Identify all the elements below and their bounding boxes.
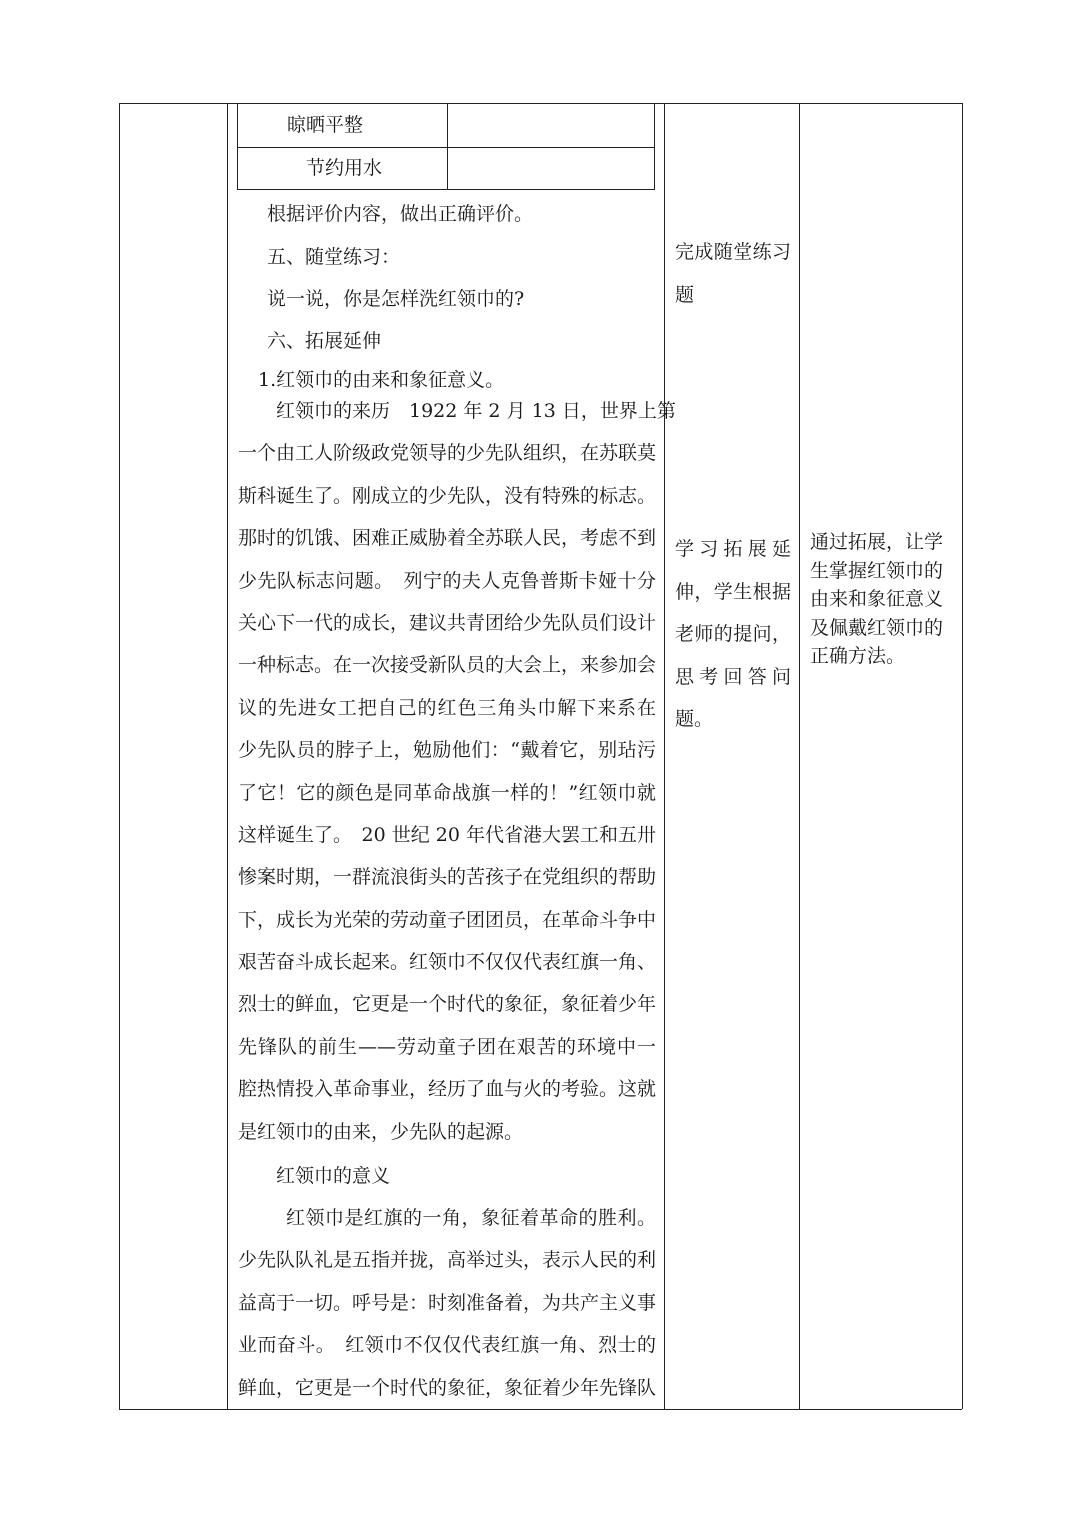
intent-line: 由来和象征意义 [810, 588, 944, 610]
evaluation-note: 根据评价内容，做出正确评价。 [267, 203, 534, 225]
student-activity-extension [675, 528, 791, 741]
paragraph-line: 一种标志。在一次接受新队员的大会上，来参加会 [238, 654, 657, 677]
table-divider-col1 [227, 103, 228, 1409]
paragraph-line: 这样诞生了。 20 世纪 20 年代省港大罢工和五卅 [238, 823, 656, 846]
activity-line: 完成随堂练习 [675, 241, 791, 263]
paragraph-line: 了它！它的颜色是同革命战旗一样的！”红领巾就 [238, 781, 656, 804]
section5-question: 说一说，你是怎样洗红领巾的? [267, 288, 525, 310]
intent-line: 生掌握红领巾的 [810, 559, 944, 582]
evaluation-table-divider [447, 104, 448, 190]
origin-paragraph [238, 390, 676, 1153]
paragraph-line: 烈士的鲜血，它更是一个时代的象征，象征着少年 [238, 993, 657, 1016]
paragraph-line: 益高于一切。呼号是：时刻准备着，为共产主义事 [238, 1291, 657, 1314]
evaluation-row [238, 147, 654, 190]
activity-line: 伸，学生根据 [675, 580, 791, 603]
intent-line: 及佩戴红领巾的 [810, 616, 944, 639]
paragraph-line: 艰苦奋斗成长起来。红领巾不仅仅代表红旗一角、 [238, 951, 657, 974]
activity-line: 学习拓展延 [675, 538, 791, 560]
paragraph-line: 先锋队的前生——劳动童子团在艰苦的环境中一 [238, 1035, 656, 1058]
paragraph-line: 关心下一代的成长，建议共青团给少先队员们设计 [238, 611, 657, 634]
paragraph-line: 是红领巾的由来，少先队的起源。 [238, 1120, 524, 1143]
item1-title: 1.红领巾的由来和象征意义。 [258, 369, 505, 391]
paragraph-line: 腔热情投入革命事业，经历了血与火的考验。这就 [238, 1078, 657, 1101]
table-divider-col3 [799, 103, 800, 1409]
paragraph-line: 下，成长为光荣的劳动童子团团员，在革命斗争中 [238, 908, 657, 931]
meaning-paragraph [238, 1197, 656, 1409]
table-border-right [962, 103, 963, 1409]
paragraph-line: 那时的饥饿、困难正威胁着全苏联人民，考虑不到 [238, 527, 657, 550]
paragraph-line: 少先队队礼是五指并拢，高举过头，表示人民的利 [238, 1249, 657, 1272]
paragraph-line: 业而奋斗。 红领巾不仅仅代表红旗一角、烈士的 [238, 1334, 656, 1357]
paragraph-line: 少先队标志问题。 列宁的夫人克鲁普斯卡娅十分 [238, 569, 656, 592]
intent-line: 通过拓展，让学 [810, 531, 944, 553]
student-activity-practice [675, 231, 791, 316]
meaning-title: 红领巾的意义 [276, 1165, 391, 1187]
paragraph-line: 红领巾是红旗的一角，象征着革命的胜利。 [286, 1207, 656, 1229]
paragraph-line: 议的先进女工把自己的红色三角头巾解下来系在 [238, 696, 656, 719]
table-border-left [119, 103, 120, 1409]
activity-line: 题。 [675, 708, 714, 730]
activity-line: 思考回答问 [675, 665, 791, 688]
activity-line: 老师的提问， [675, 623, 791, 645]
evaluation-table [237, 104, 655, 190]
table-bottom-border [119, 1409, 962, 1410]
activity-line: 题 [675, 283, 695, 306]
paragraph-line: 惨案时期，一群流浪街头的苦孩子在党组织的帮助 [238, 866, 657, 889]
table-divider-col2 [664, 103, 665, 1409]
design-intent [810, 528, 956, 671]
evaluation-item-label: 晾晒平整 [287, 114, 364, 136]
paragraph-line: 少先队员的脖子上，勉励他们：“戴着它，别玷污 [238, 739, 656, 762]
evaluation-item-label: 节约用水 [306, 157, 383, 179]
intent-line: 正确方法。 [810, 645, 906, 667]
paragraph-line: 一个由工人阶级政党领导的少先队组织，在苏联莫 [238, 442, 657, 465]
paragraph-line: 斯科诞生了。刚成立的少先队，没有特殊的标志。 [238, 484, 657, 507]
section5-title: 五、随堂练习： [267, 246, 401, 268]
paragraph-line: 鲜血，它更是一个时代的象征，象征着少年先锋队 [238, 1376, 657, 1399]
paragraph-line: 红领巾的来历 1922 年 2 月 13 日，世界上第 [276, 400, 676, 422]
section6-title: 六、拓展延伸 [267, 330, 382, 352]
evaluation-row [238, 104, 654, 148]
